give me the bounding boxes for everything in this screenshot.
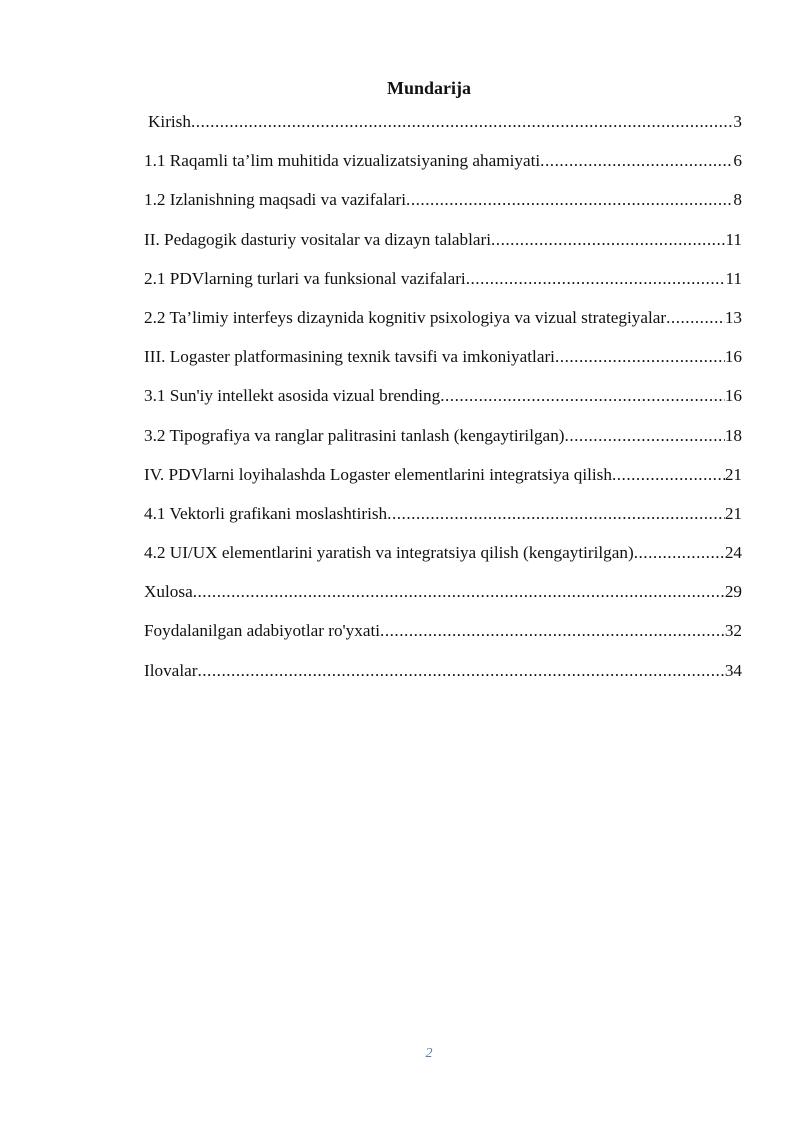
toc-entry[interactable] <box>144 502 742 541</box>
toc-entry-label: Foydalanilgan adabiyotlar ro'yxati <box>144 621 381 641</box>
toc-entry[interactable] <box>144 619 742 658</box>
toc-leader-dots <box>666 306 725 330</box>
toc-entry-page: 11 <box>725 268 742 288</box>
toc-entry-page: 6 <box>733 151 742 171</box>
toc-entry-label: 3.2 Tipografiya va ranglar palitrasini tanlash (kengaytirilgan) <box>144 425 565 445</box>
toc-leader-dots <box>491 228 725 252</box>
toc-entry-label: II. Pedagogik dasturiy vositalar va dizayn talablari <box>144 229 491 249</box>
toc-entry-label: 2.1 PDVlarning turlari va funksional vazifalari <box>144 268 466 288</box>
toc-entry[interactable] <box>144 659 742 698</box>
toc-entry-label: III. Logaster platformasining texnik tavsifi va imkoniyatlari <box>144 347 555 367</box>
toc-entry-label: Xulosa <box>144 582 193 602</box>
toc-entry[interactable] <box>144 345 742 384</box>
toc-leader-dots <box>191 110 733 134</box>
toc-leader-dots <box>406 188 733 212</box>
toc-entry-label: 3.1 Sun'iy intellekt asosida vizual brending <box>144 386 441 406</box>
toc-entry[interactable] <box>144 228 742 267</box>
toc-entry-page: 21 <box>724 464 742 484</box>
toc-entry-page: 16 <box>724 386 742 406</box>
toc-entry[interactable] <box>144 463 742 502</box>
toc-entry[interactable] <box>144 424 742 463</box>
toc-entry[interactable] <box>144 267 742 306</box>
toc-title: Mundarija <box>386 78 471 98</box>
toc-entry-label: 2.2 Ta’limiy interfeys dizaynida kognitiv psixologiya va vizual strategiyalar <box>144 307 667 327</box>
toc-entry[interactable] <box>144 580 742 619</box>
toc-leader-dots <box>634 541 725 565</box>
toc-entry-label: IV. PDVlarni loyihalashda Logaster elementlarini integratsiya qilish <box>144 464 612 484</box>
toc-entry[interactable] <box>144 384 742 423</box>
toc-entry-label: Ilovalar <box>144 660 198 680</box>
toc-leader-dots <box>387 502 725 526</box>
toc-entry-page: 21 <box>724 503 742 523</box>
toc-entry-label: 4.1 Vektorli grafikani moslashtirish <box>144 503 388 523</box>
toc-entry-label: 4.2 UI/UX elementlarini yaratish va integratsiya qilish (kengaytirilgan) <box>144 543 634 563</box>
toc-entry-page: 32 <box>724 621 742 641</box>
toc-leader-dots <box>440 384 725 408</box>
toc-entry-page: 3 <box>733 112 742 131</box>
toc-leader-dots <box>565 424 725 448</box>
toc-entry[interactable] <box>144 306 742 345</box>
toc-leader-dots <box>612 463 725 487</box>
toc-leader-dots <box>466 267 726 291</box>
toc-entry-page: 13 <box>724 307 742 327</box>
toc-entry-page: 16 <box>724 347 742 367</box>
toc-entry-page: 34 <box>724 660 742 680</box>
toc-entry[interactable] <box>144 110 742 149</box>
toc-leader-dots <box>540 149 733 173</box>
page-number: 2 <box>425 1046 433 1061</box>
toc-leader-dots <box>555 345 725 369</box>
toc-entry-page: 8 <box>733 190 742 210</box>
toc-leader-dots <box>380 619 725 643</box>
toc-entry-label: Kirish <box>148 112 191 131</box>
toc-entry[interactable] <box>144 149 742 188</box>
toc-entry[interactable] <box>144 541 742 580</box>
toc-leader-dots <box>197 659 724 683</box>
toc-entry-page: 29 <box>724 582 742 602</box>
toc-leader-dots <box>193 580 725 604</box>
toc-entry-page: 18 <box>724 425 742 445</box>
toc-entry-page: 11 <box>725 229 742 249</box>
toc-entry-page: 24 <box>724 543 742 563</box>
toc-entry-label: 1.1 Raqamli ta’lim muhitida vizualizatsiyaning ahamiyati <box>144 151 541 171</box>
toc-entry-label: 1.2 Izlanishning maqsadi va vazifalari <box>144 190 407 210</box>
toc-entry[interactable] <box>144 188 742 227</box>
table-of-contents <box>144 110 742 698</box>
